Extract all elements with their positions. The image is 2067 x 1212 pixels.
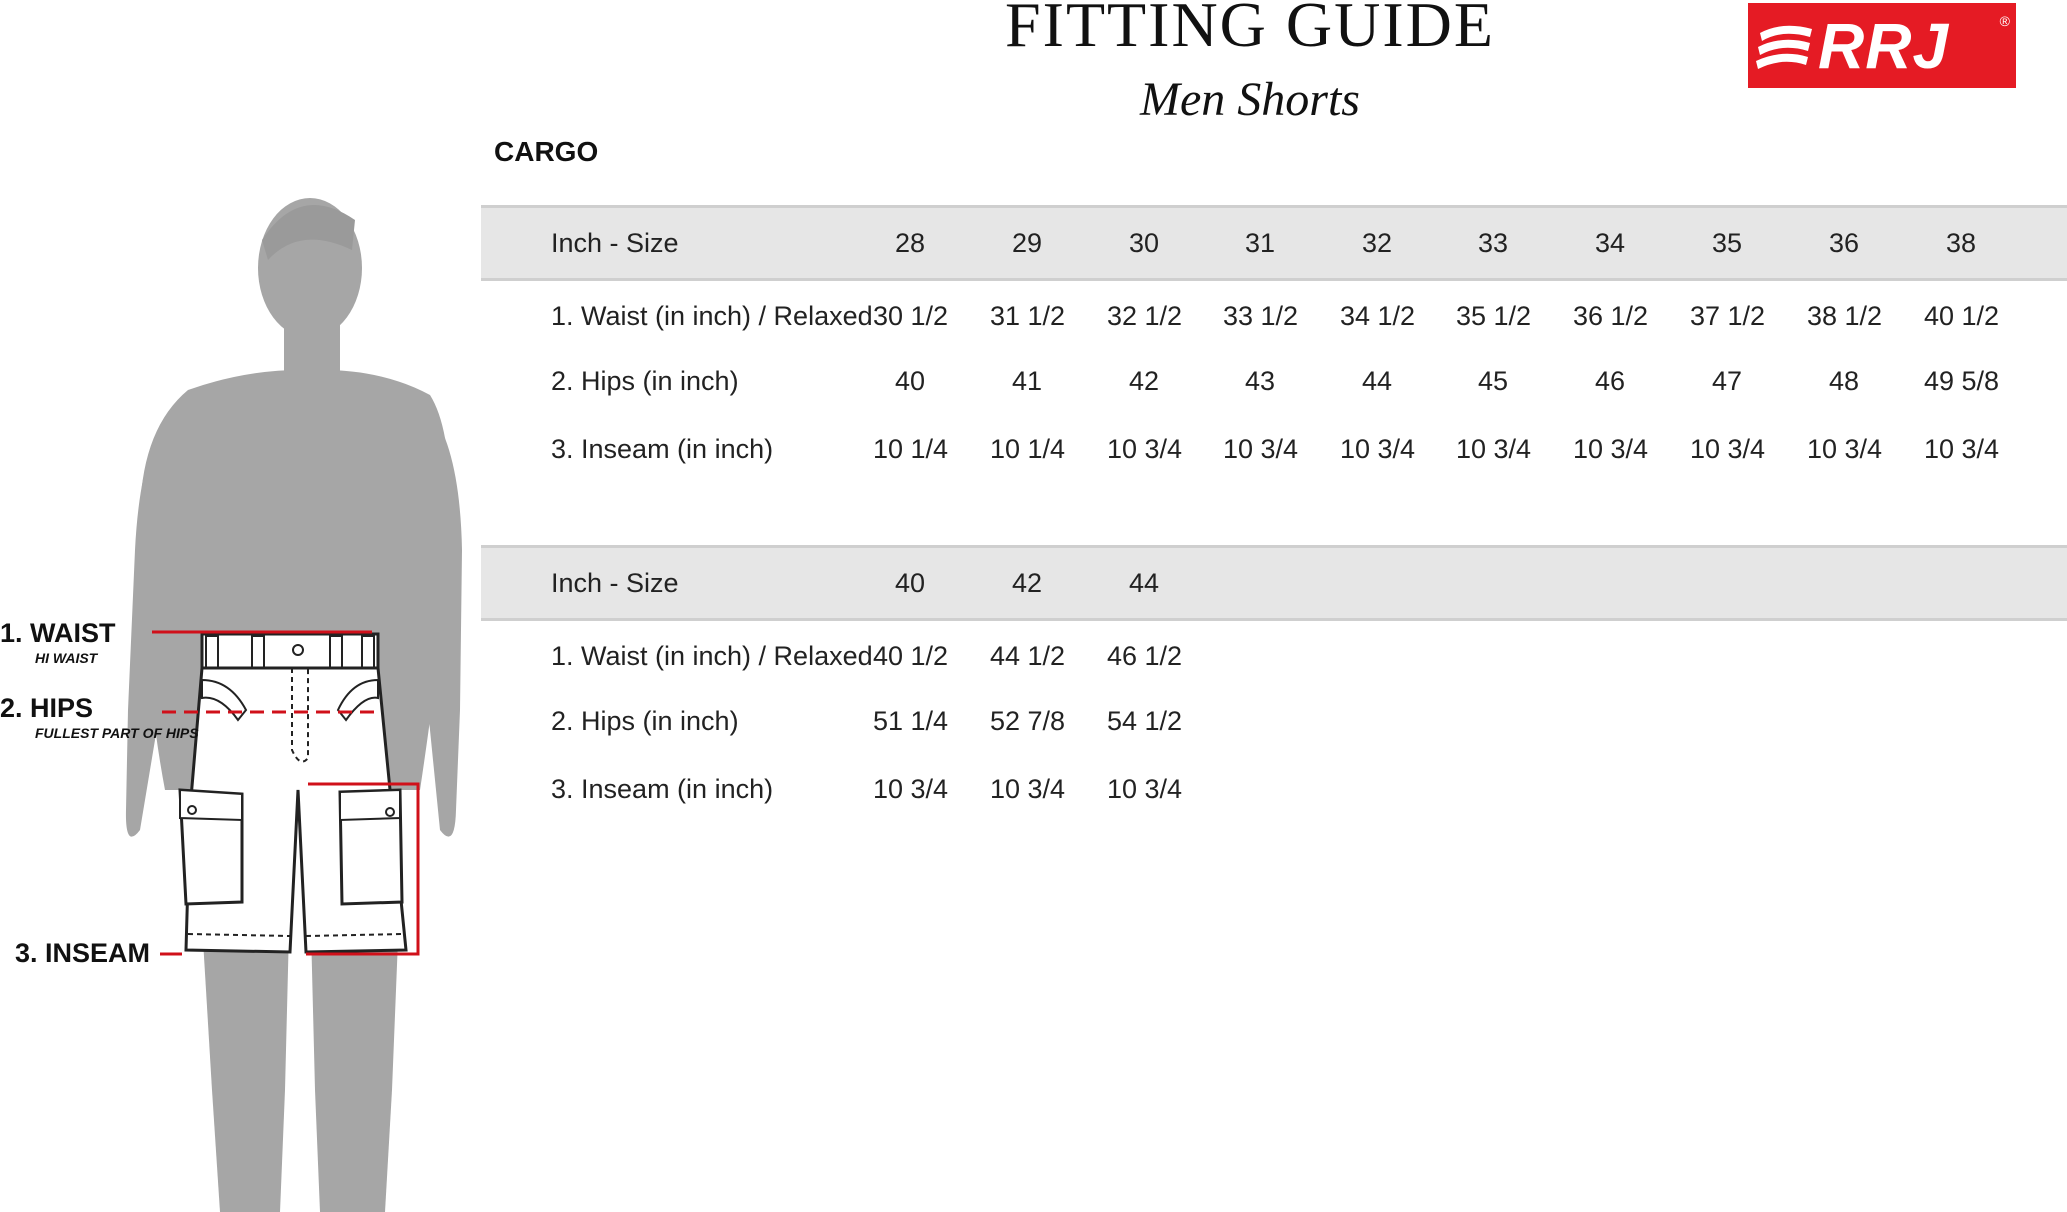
- value-cell: 42: [1129, 366, 1160, 396]
- value-cell: 51 1/4: [873, 706, 949, 736]
- value-cell: 52 7/8: [990, 706, 1066, 736]
- size-table-1: [481, 205, 2067, 492]
- value-cell: 10 3/4: [1807, 434, 1883, 464]
- table-row-waist: [481, 291, 2067, 358]
- table-header-row: [481, 205, 2067, 281]
- value-cell: 10 3/4: [1107, 774, 1183, 804]
- value-cell: 37 1/2: [1690, 301, 1766, 331]
- size-cell: 35: [1712, 228, 1743, 258]
- measurement-figure: [0, 190, 480, 1212]
- page-subtitle: Men Shorts: [1140, 73, 1360, 126]
- value-cell: 40 1/2: [1924, 301, 2000, 331]
- value-cell: 54 1/2: [1107, 706, 1183, 736]
- value-cell: 44: [1362, 366, 1393, 396]
- row-label: 1. Waist (in inch) / Relaxed: [551, 301, 873, 331]
- size-cell: 40: [895, 568, 926, 598]
- value-cell: 46: [1595, 366, 1626, 396]
- size-cell: 36: [1829, 228, 1860, 258]
- value-cell: 45: [1478, 366, 1509, 396]
- value-cell: 10 3/4: [990, 774, 1066, 804]
- value-cell: 10 3/4: [1456, 434, 1532, 464]
- size-cell: 33: [1478, 228, 1509, 258]
- table-row-inseam: [481, 765, 2067, 832]
- table-row-inseam: [481, 425, 2067, 492]
- table-row-hips: [481, 698, 2067, 765]
- value-cell: 43: [1245, 366, 1276, 396]
- logo-swoosh-icon: [1752, 3, 1822, 88]
- value-cell: 10 3/4: [1340, 434, 1416, 464]
- table-header-label: Inch - Size: [551, 568, 679, 598]
- value-cell: 30 1/2: [873, 301, 949, 331]
- value-cell: 34 1/2: [1340, 301, 1416, 331]
- size-cell: 29: [1012, 228, 1043, 258]
- value-cell: 46 1/2: [1107, 641, 1183, 671]
- logo-registered-mark: ®: [1999, 13, 2010, 29]
- hips-guide-label: 2. HIPS: [0, 693, 94, 723]
- logo-text: RRJ: [1818, 10, 1950, 82]
- size-table-2: [481, 545, 2067, 832]
- value-cell: 49 5/8: [1924, 366, 2000, 396]
- hips-guide-sublabel: FULLEST PART OF HIPS: [35, 725, 199, 741]
- size-cell: 31: [1245, 228, 1276, 258]
- value-cell: 10 1/4: [873, 434, 949, 464]
- row-label: 2. Hips (in inch): [551, 366, 739, 396]
- value-cell: 10 3/4: [1573, 434, 1649, 464]
- value-cell: 33 1/2: [1223, 301, 1299, 331]
- waist-guide-sublabel: HI WAIST: [35, 650, 98, 666]
- value-cell: 31 1/2: [990, 301, 1066, 331]
- value-cell: 10 3/4: [873, 774, 949, 804]
- size-cell: 30: [1129, 228, 1160, 258]
- size-cell: 44: [1129, 568, 1160, 598]
- brand-logo: [1748, 3, 2016, 88]
- row-label: 2. Hips (in inch): [551, 706, 739, 736]
- page-title: FITTING GUIDE: [1005, 0, 1495, 60]
- value-cell: 38 1/2: [1807, 301, 1883, 331]
- table-row-hips: [481, 358, 2067, 425]
- table-header-row: [481, 545, 2067, 621]
- value-cell: 48: [1829, 366, 1860, 396]
- value-cell: 41: [1012, 366, 1043, 396]
- size-cell: 32: [1362, 228, 1393, 258]
- value-cell: 10 3/4: [1107, 434, 1183, 464]
- section-label: CARGO: [494, 136, 599, 167]
- value-cell: 10 1/4: [990, 434, 1066, 464]
- value-cell: 10 3/4: [1924, 434, 2000, 464]
- inseam-guide-label: 3. INSEAM: [15, 938, 151, 968]
- value-cell: 10 3/4: [1223, 434, 1299, 464]
- value-cell: 10 3/4: [1690, 434, 1766, 464]
- table-row-waist: [481, 631, 2067, 698]
- row-label: 1. Waist (in inch) / Relaxed: [551, 641, 873, 671]
- value-cell: 47: [1712, 366, 1743, 396]
- size-cell: 42: [1012, 568, 1043, 598]
- size-cell: 28: [895, 228, 926, 258]
- row-label: 3. Inseam (in inch): [551, 774, 774, 804]
- size-cell: 38: [1946, 228, 1977, 258]
- value-cell: 36 1/2: [1573, 301, 1649, 331]
- value-cell: 40 1/2: [873, 641, 949, 671]
- row-label: 3. Inseam (in inch): [551, 434, 774, 464]
- value-cell: 35 1/2: [1456, 301, 1532, 331]
- size-cell: 34: [1595, 228, 1626, 258]
- value-cell: 40: [895, 366, 926, 396]
- value-cell: 32 1/2: [1107, 301, 1183, 331]
- value-cell: 44 1/2: [990, 641, 1066, 671]
- table-header-label: Inch - Size: [551, 228, 679, 258]
- waist-guide-label: 1. WAIST: [0, 618, 116, 648]
